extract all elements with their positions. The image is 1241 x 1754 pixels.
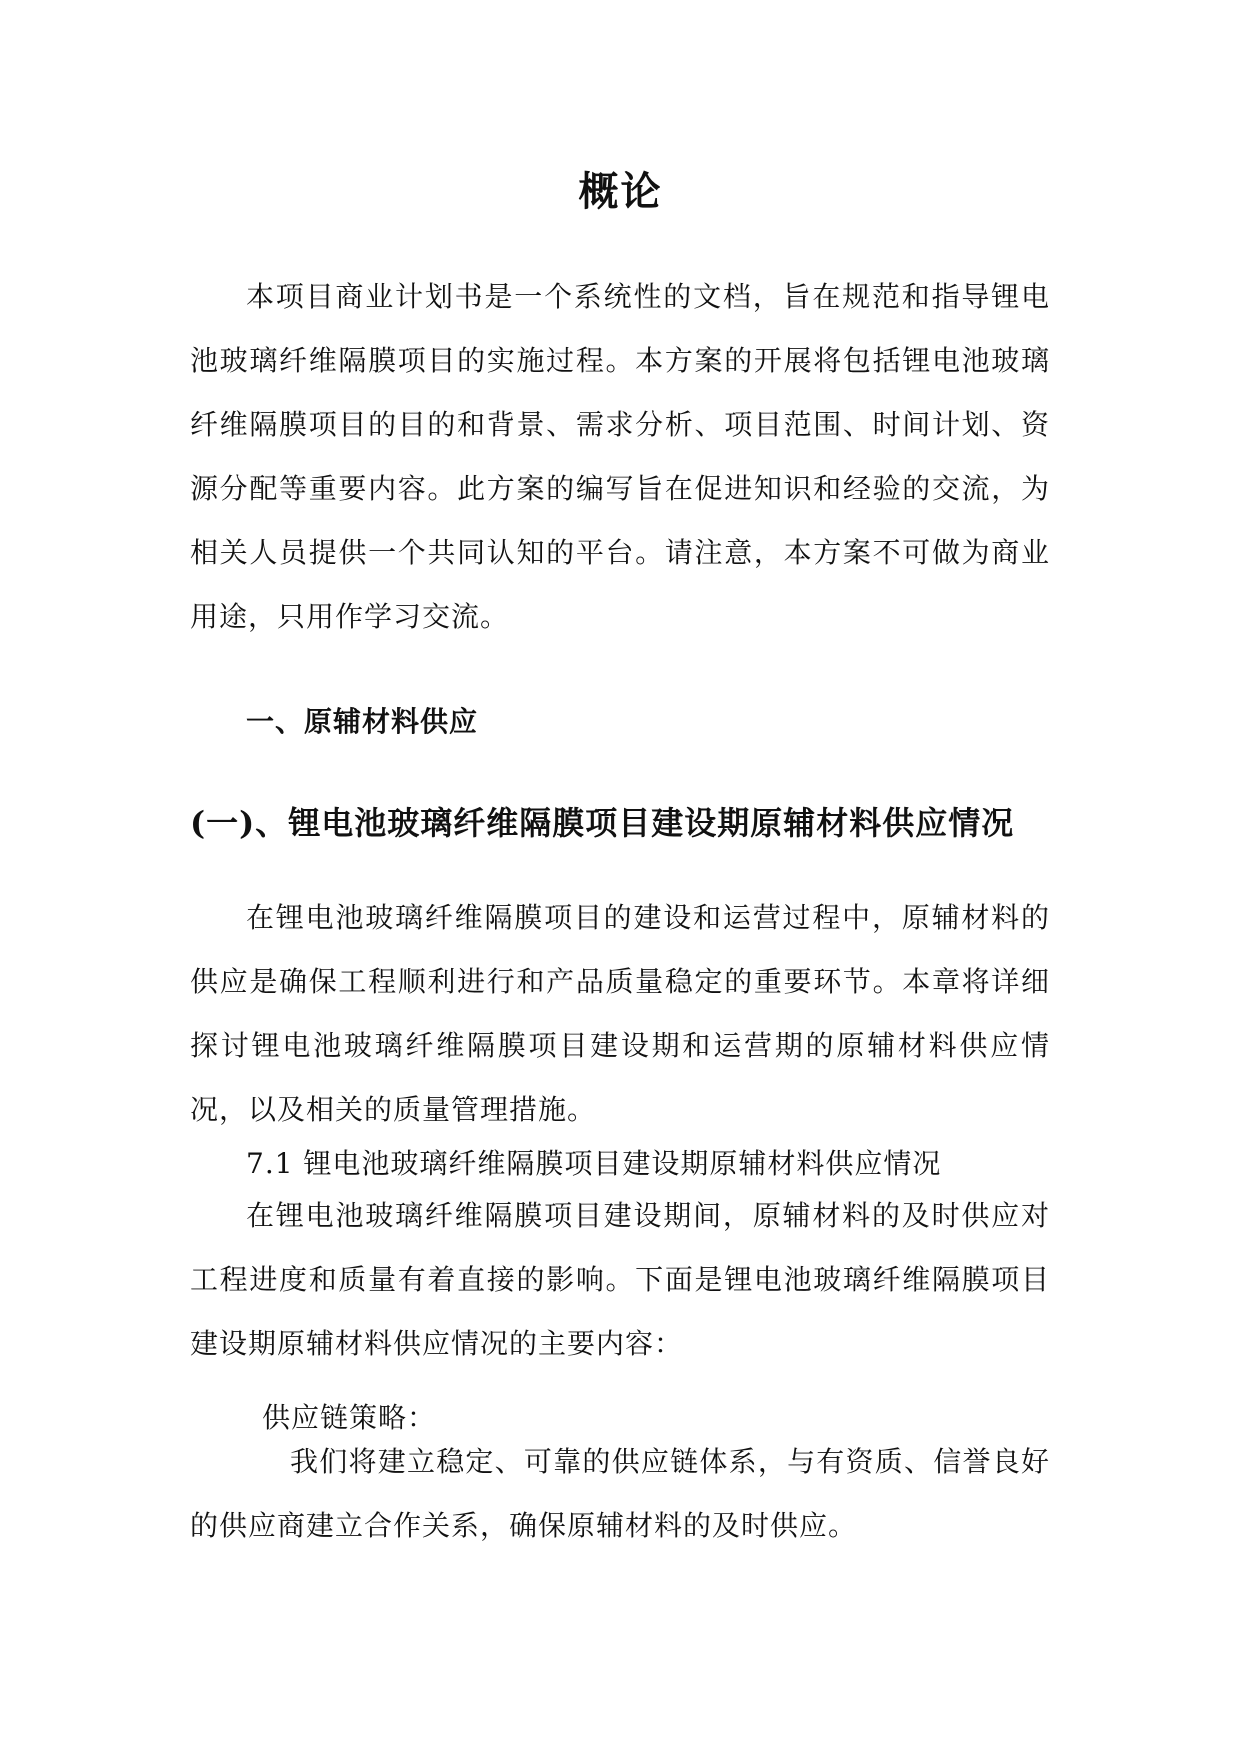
page-title: 概论 — [578, 168, 663, 215]
subsection-heading: (一)、锂电池玻璃纤维隔膜项目建设期原辅材料供应情况 — [190, 804, 1015, 842]
supply-chain-label: 供应链策略： — [262, 1401, 437, 1434]
supply-chain-paragraph: 我们将建立稳定、可靠的供应链体系，与有资质、信誉良好的供应商建立合作关系，确保原辅材料的及时供应。 — [190, 1445, 1050, 1542]
intro-paragraph: 本项目商业计划书是一个系统性的文档，旨在规范和指导锂电池玻璃纤维隔膜项目的实施过程。本方案的开展将包括锂电池玻璃纤维隔膜项目的目的和背景、需求分析、项目范围、时间计划、资源分配等重要内容。此方案的编写旨在促进知识和经验的交流，为相关人员提供一个共同认知的平台。请注意，本方案不可做为商业用途，只用作学习交流。 — [190, 280, 1050, 633]
subhead-7-1: 7.1 锂电池玻璃纤维隔膜项目建设期原辅材料供应情况 — [246, 1147, 942, 1180]
section-heading: 一、原辅材料供应 — [246, 705, 479, 738]
supply-overview-paragraph: 在锂电池玻璃纤维隔膜项目的建设和运营过程中，原辅材料的供应是确保工程顺利进行和产品质量稳定的重要环节。本章将详细探讨锂电池玻璃纤维隔膜项目建设期和运营期的原辅材料供应情况，以及相关的质量管理措施。 — [190, 901, 1050, 1126]
construction-supply-paragraph: 在锂电池玻璃纤维隔膜项目建设期间，原辅材料的及时供应对工程进度和质量有着直接的影响。下面是锂电池玻璃纤维隔膜项目建设期原辅材料供应情况的主要内容： — [190, 1199, 1050, 1360]
